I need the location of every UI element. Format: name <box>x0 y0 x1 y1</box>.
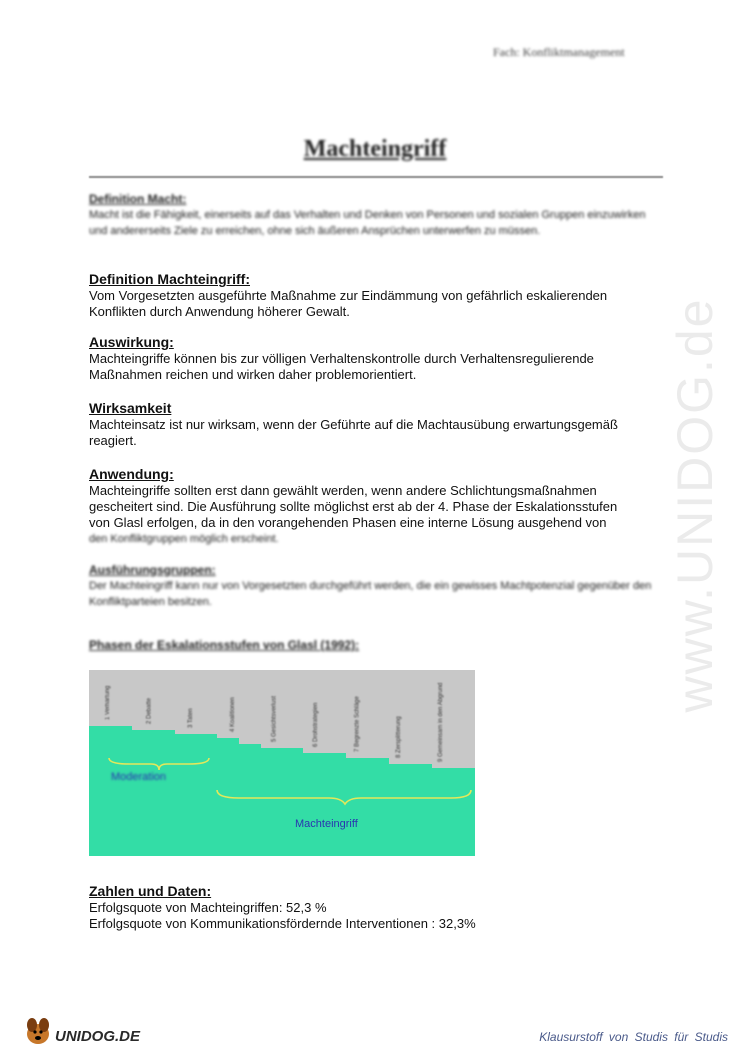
line: Machteingriffe können bis zur völligen Verhaltenskontrolle durch Verhaltensregulierende <box>89 351 594 366</box>
line: Machteinsatz ist nur wirksam, wenn der Geführte auf die Machtausübung erwartungsgemäß <box>89 417 618 432</box>
heading-zahlen: Zahlen und Daten: <box>89 883 212 899</box>
heading-definition-machteingriff: Definition Machteingriff: <box>89 271 250 287</box>
line: von Glasl erfolgen, da in den vorangehenden Phasen eine interne Lösung ausgehend von <box>89 515 607 530</box>
heading-anwendung: Anwendung: <box>89 466 174 482</box>
title-divider <box>89 176 663 178</box>
body-definition-macht: Macht ist die Fähigkeit, einerseits auf das Verhalten und Denken von Personen und sozialen Gruppen einzuwirken und andererseits Ziele zu erreichen, ohne sich äußeren Ansprüchen unterwerfen zu müssen. <box>89 209 646 237</box>
section-zahlen <box>89 883 663 932</box>
escalation-diagram <box>89 670 475 856</box>
line: reagiert. <box>89 433 137 448</box>
label-moderation: Moderation <box>111 771 167 783</box>
phase-label: 9 Gemeinsam in den Abgrund <box>437 682 444 762</box>
diagram-title: Phasen der Eskalationsstufen von Glasl (1992): <box>89 638 360 652</box>
line: Machteingriffe sollten erst dann gewählt werden, wenn andere Schlichtungsmaßnahmen <box>89 483 597 498</box>
phase-label: 3 Taten <box>188 708 195 728</box>
phase-label: 4 Koalitionen <box>229 697 236 732</box>
footer-tagline: Klausurstoff von Studis für Studis <box>539 1030 728 1044</box>
line: Erfolgsquote von Machteingriffen: 52,3 % <box>89 900 327 915</box>
line: Erfolgsquote von Kommunikationsfördernde Interventionen : 32,3% <box>89 916 476 931</box>
line: gescheitert sind. Die Ausführung sollte möglichst erst ab der 4. Phase der Eskalationsstufen <box>89 499 618 514</box>
phase-label: 8 Zersplitterung <box>396 716 403 758</box>
heading-ausfuehrungsgruppen: Ausführungsgruppen: <box>89 563 216 577</box>
logo-text: UNIDOG.DE <box>55 1028 141 1045</box>
label-machteingriff: Machteingriff <box>295 818 358 830</box>
line-blurred: den Konfliktgruppen möglich erscheint. <box>89 533 279 545</box>
diagram-lower-area <box>89 794 475 856</box>
section-definition-machteingriff <box>89 271 663 320</box>
dog-icon <box>27 1018 49 1044</box>
line: Vom Vorgesetzten ausgeführte Maßnahme zur Eindämmung von gefährlich eskalierenden <box>89 288 608 303</box>
header-subject: Fach: Konfliktmanagement <box>493 45 625 59</box>
section-definition-macht <box>89 192 663 239</box>
section-anwendung <box>89 466 663 547</box>
phase-label: 1 Verhärtung <box>105 685 111 720</box>
unidog-logo[interactable] <box>22 1014 152 1048</box>
line: Konflikten durch Anwendung höherer Gewalt. <box>89 304 350 319</box>
watermark-text: www.UNIDOG.de <box>667 297 723 713</box>
section-wirksamkeit <box>89 400 663 449</box>
phase-label: 7 Begrenzte Schläge <box>354 696 361 752</box>
phase-label: 6 Drohstrategien <box>313 702 320 747</box>
section-auswirkung <box>89 334 663 383</box>
line: Maßnahmen reichen und wirken daher problemorientiert. <box>89 367 417 382</box>
heading-definition-macht: Definition Macht: <box>89 192 187 206</box>
heading-wirksamkeit: Wirksamkeit <box>89 400 172 416</box>
page-title: Machteingriff <box>303 136 447 162</box>
heading-auswirkung: Auswirkung: <box>89 334 174 350</box>
phase-label: 5 Gesichtsverlust <box>271 695 278 742</box>
body-ausfuehrungsgruppen: Der Machteingriff kann nur von Vorgesetzten durchgeführt werden, die ein gewisses Machtpotenzial gegenüber den Konfliktparteien besitzen. <box>89 580 652 608</box>
section-ausfuehrungsgruppen <box>89 563 663 610</box>
phase-label: 2 Debatte <box>146 697 153 724</box>
